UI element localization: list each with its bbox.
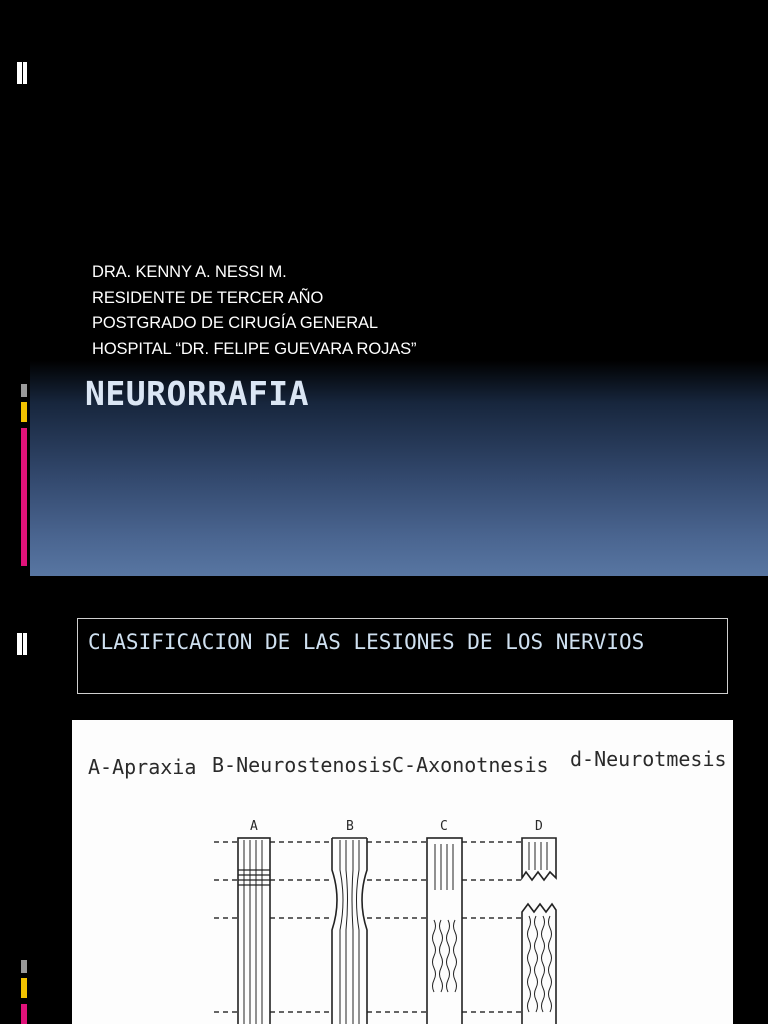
label-apraxia: A-Apraxia <box>88 755 197 779</box>
dashed-guides <box>214 842 522 1012</box>
slide-heading: CLASIFICACION DE LAS LESIONES DE LOS NERVIOS <box>88 630 645 654</box>
nerve-lesion-diagram <box>72 720 733 1024</box>
accent-bar-yellow <box>21 978 27 998</box>
nerve-d <box>522 838 556 1024</box>
accent-bar-pink <box>21 428 27 566</box>
nerve-c <box>427 838 462 1024</box>
label-neurotmesis: d-Neurotmesis <box>570 747 727 771</box>
author-line: DRA. KENNY A. NESSI M. <box>92 263 287 281</box>
author-block <box>92 260 612 362</box>
slide-marker-icon <box>17 633 29 655</box>
nerve-a <box>238 838 270 1024</box>
label-axonotnesis: C-Axonotnesis <box>392 753 549 777</box>
heading-box <box>77 618 728 694</box>
slide-marker-icon <box>17 62 29 84</box>
author-line: HOSPITAL “DR. FELIPE GUEVARA ROJAS” <box>92 339 417 358</box>
accent-bar-gray <box>21 384 27 397</box>
letter-c: C <box>440 819 448 834</box>
author-line: POSTGRADO DE CIRUGÍA GENERAL <box>92 314 379 332</box>
accent-bar-pink <box>21 1004 27 1024</box>
letter-a: A <box>250 819 258 834</box>
label-neurostenosis: B-Neurostenosis <box>212 753 393 777</box>
slide-title: NEURORRAFIA <box>85 374 310 413</box>
nerve-lesion-figure <box>72 720 733 1024</box>
classification-slide <box>0 578 768 1024</box>
letter-d: D <box>535 819 543 834</box>
nerve-b <box>332 838 367 1024</box>
accent-bar-gray <box>21 960 27 973</box>
accent-bar-yellow <box>21 402 27 422</box>
letter-b: B <box>346 819 354 834</box>
author-line: RESIDENTE DE TERCER AÑO <box>92 288 324 307</box>
